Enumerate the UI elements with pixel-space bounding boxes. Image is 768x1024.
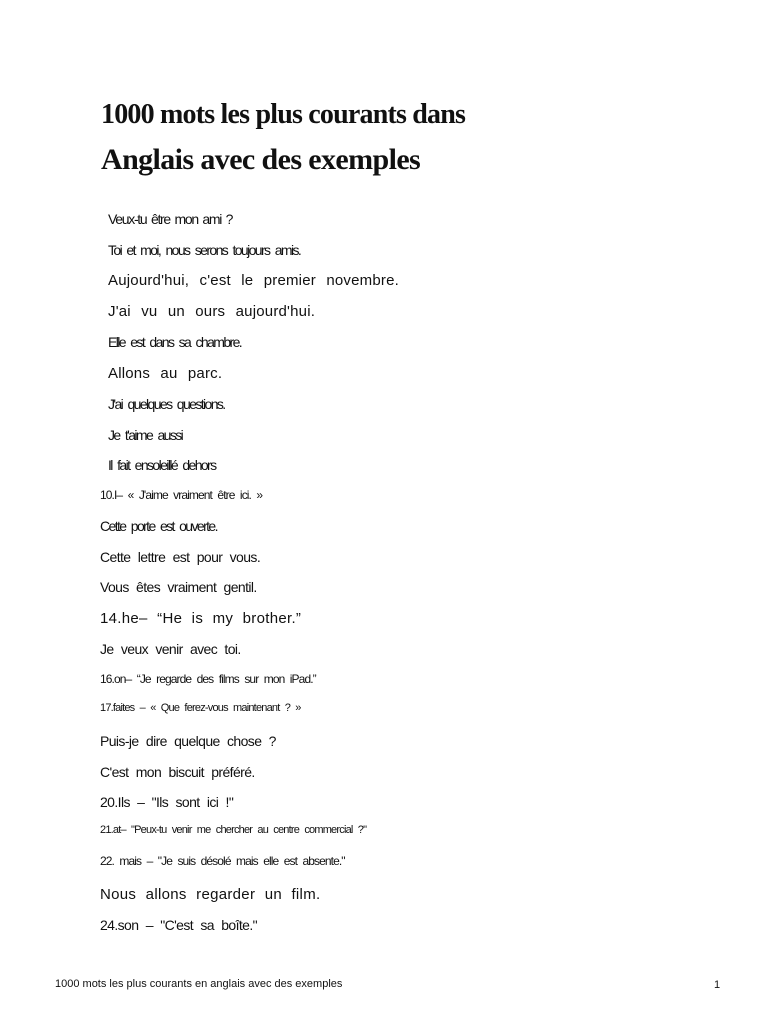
- sentence-line: Je veux venir avec toi.: [100, 641, 241, 657]
- document-title-line-2: Anglais avec des exemples: [101, 143, 421, 176]
- sentence-line: Vous êtes vraiment gentil.: [100, 579, 257, 595]
- sentence-line: 14.he– “He is my brother.”: [100, 610, 302, 627]
- sentence-line: Puis-je dire quelque chose ?: [100, 733, 276, 749]
- sentence-line: Elle est dans sa chambre.: [108, 334, 242, 350]
- sentence-line: Cette lettre est pour vous.: [100, 549, 261, 565]
- sentence-line: 17.faites – « Que ferez-vous maintenant ? »: [100, 702, 301, 714]
- sentence-line: 22. mais – "Je suis désolé mais elle est absente.": [100, 854, 345, 868]
- page-number: 1: [714, 979, 721, 991]
- sentence-line: 16.on– “Je regarde des films sur mon iPad.”: [100, 672, 316, 686]
- sentence-line: 24.son – "C'est sa boîte.": [100, 917, 257, 933]
- sentence-line: J'ai vu un ours aujourd'hui.: [108, 303, 316, 320]
- sentence-line: C'est mon biscuit préféré.: [100, 764, 255, 780]
- page-footer: 1000 mots les plus courants en anglais avec des exemples: [55, 978, 343, 990]
- sentence-line: Veux-tu être mon ami ?: [108, 211, 233, 227]
- sentence-line: Il fait ensoleillé dehors: [108, 457, 216, 473]
- sentence-line: Aujourd'hui, c'est le premier novembre.: [108, 272, 399, 289]
- sentence-line: Cette porte est ouverte.: [100, 518, 217, 534]
- sentence-line: Allons au parc.: [108, 365, 223, 382]
- sentence-line: 21.at– "Peux-tu venir me chercher au centre commercial ?": [100, 824, 367, 836]
- sentence-line: Nous allons regarder un film.: [100, 886, 321, 903]
- sentence-line: Je t'aime aussi: [108, 427, 183, 443]
- sentence-line: 10.I– « J'aime vraiment être ici. »: [100, 488, 263, 502]
- sentence-line: 20.Ils – "Ils sont ici !": [100, 794, 234, 810]
- document-title-line-1: 1000 mots les plus courants dans: [101, 99, 466, 130]
- sentence-line: J'ai quelques questions.: [108, 396, 225, 412]
- sentence-line: Toi et moi, nous serons toujours amis.: [108, 242, 301, 258]
